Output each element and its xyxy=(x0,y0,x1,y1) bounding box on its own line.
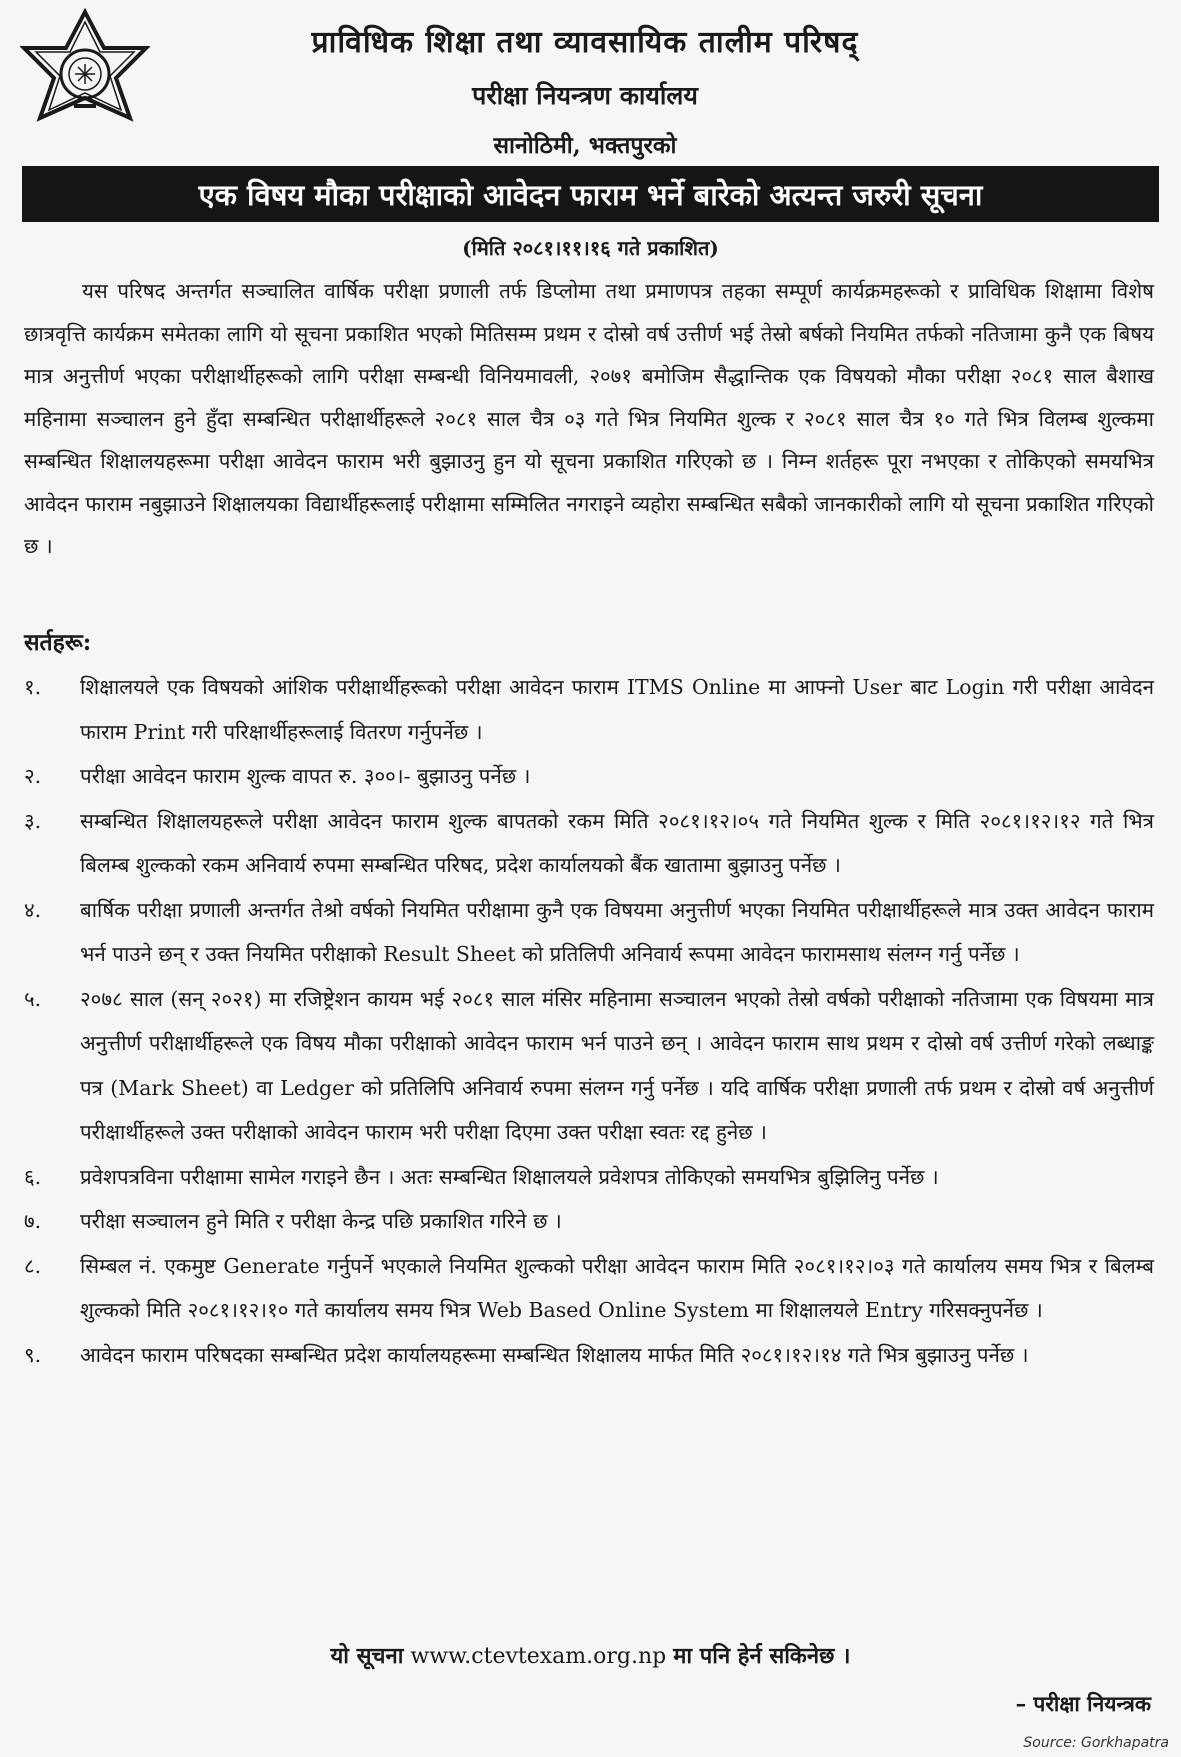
footer-prefix: यो सूचना xyxy=(330,1643,404,1669)
condition-number: ७. xyxy=(24,1209,42,1233)
condition-item xyxy=(24,754,1154,799)
condition-text: सम्बन्धित शिक्षालयहरूले परीक्षा आवेदन फाराम शुल्क बापतको रकम मिति २०८१।१२।०५ गते नियमित शुल्क र मिति २०८१।१२।१२ गते भित्र बिलम्ब शुल्कको रकम अनिवार्य रुपमा सम्बन्धित परिषद, प्रदेश कार्यालयको बैंक खातामा बुझाउनु पर्नेछ । xyxy=(80,808,1154,877)
condition-number: ४. xyxy=(24,897,42,922)
condition-number: ९. xyxy=(24,1342,42,1367)
condition-item xyxy=(24,799,1154,888)
ctevt-emblem-icon xyxy=(20,8,150,148)
notice-title: एक विषय मौका परीक्षाको आवेदन फाराम भर्ने बारेको अत्यन्त जरुरी सूचना xyxy=(198,177,983,212)
condition-text: शिक्षालयले एक विषयको आंशिक परीक्षार्थीहरूको परीक्षा आवेदन फाराम ITMS Online मा आफ्नो User बाट Login गरी परीक्षा आवेदन फाराम Print गरी परिक्षार्थीहरूलाई वितरण गर्नुपर्नेछ । xyxy=(80,675,1154,744)
condition-number: ३. xyxy=(24,808,42,833)
condition-number: ५. xyxy=(24,986,42,1011)
condition-item xyxy=(24,1155,1154,1200)
conditions-list xyxy=(24,665,1154,1377)
condition-item xyxy=(24,1199,1154,1244)
source-credit: Source: Gorkhapatra xyxy=(1023,1735,1169,1751)
condition-number: ६. xyxy=(24,1164,42,1189)
condition-text: २०७८ साल (सन् २०२१) मा रजिष्ट्रेशन कायम भई २०८१ साल मंसिर महिनामा सञ्चालन भएको तेस्रो वर्षको परीक्षाको नतिजामा एक विषयमा मात्र अनुत्तीर्ण परीक्षार्थीहरूले एक विषय मौका परीक्षाको आवेदन फाराम भर्न पाउने छन् । आवेदन फाराम साथ प्रथम र दोस्रो वर्ष उत्तीर्ण गरेको लब्धाङ्क पत्र (Mark Sheet) वा Ledger को प्रतिलिपि अनिवार्य रुपमा संलग्न गर्नु पर्नेछ । यदि वार्षिक परीक्षा प्रणाली तर्फ प्रथम र दोस्रो वर्ष अनुत्तीर्ण परीक्षार्थीहरूले उक्त परीक्षाको आवेदन फाराम भरी परीक्षा दिएमा उक्त परीक्षा स्वतः रद्द हुनेछ । xyxy=(80,986,1154,1144)
condition-text: परीक्षा आवेदन फाराम शुल्क वापत रु. ३००।- बुझाउनु पर्नेछ । xyxy=(80,764,531,788)
condition-text: परीक्षा सञ्चालन हुने मिति र परीक्षा केन्द्र पछि प्रकाशित गरिने छ । xyxy=(80,1209,562,1233)
office-name: परीक्षा नियन्त्रण कार्यालय xyxy=(472,81,698,110)
notice-title-banner xyxy=(22,166,1159,222)
condition-text: प्रवेशपत्रविना परीक्षामा सामेल गराइने छैन । अतः सम्बन्धित शिक्षालयले प्रवेशपत्र तोकिएको समयभित्र बुझिलिनु पर्नेछ । xyxy=(80,1164,939,1189)
condition-item xyxy=(24,1244,1154,1333)
conditions-heading: सर्तहरू: xyxy=(24,629,92,656)
condition-text: बार्षिक परीक्षा प्रणाली अन्तर्गत तेश्रो वर्षको नियमित परीक्षामा कुनै एक विषयमा अनुत्तीर्ण भएका नियमित परीक्षार्थीहरूले मात्र उक्त आवेदन फाराम भर्न पाउने छन् र उक्त नियमित परीक्षाको Result Sheet को प्रतिलिपी अनिवार्य रूपमा आवेदन फारामसाथ संलग्न गर्नु पर्नेछ । xyxy=(80,897,1154,966)
condition-number: ८. xyxy=(24,1253,42,1278)
website-link[interactable]: www.ctevtexam.org.np xyxy=(410,1644,667,1669)
condition-item xyxy=(24,977,1154,1155)
organization-name: प्राविधिक शिक्षा तथा व्यावसायिक तालीम परिषद् xyxy=(311,25,859,60)
condition-item xyxy=(24,665,1154,754)
condition-text: सिम्बल नं. एकमुष्ट Generate गर्नुपर्ने भएकाले नियमित शुल्कको परीक्षा आवेदन फाराम मिति २०८१।१२।०३ गते कार्यालय समय भित्र र बिलम्ब शुल्कको मिति २०८१।१२।१० गते कार्यालय समय भित्र Web Based Online System मा शिक्षालयले Entry गरिसक्नुपर्नेछ । xyxy=(80,1253,1154,1322)
published-date: (मिति २०८१।११।१६ गते प्रकाशित) xyxy=(462,236,719,260)
office-location: सानोठिमी, भक्तपुरको xyxy=(493,132,677,159)
condition-number: १. xyxy=(24,675,42,699)
condition-number: २. xyxy=(24,764,42,788)
footer-suffix: मा पनि हेर्न सकिनेछ । xyxy=(673,1643,851,1669)
condition-text: आवेदन फाराम परिषदका सम्बन्धित प्रदेश कार्यालयहरूमा सम्बन्धित शिक्षालय मार्फत मिति २०८१।१२।१४ गते भित्र बुझाउनु पर्नेछ । xyxy=(80,1342,1029,1367)
intro-paragraph: यस परिषद अन्तर्गत सञ्चालित वार्षिक परीक्षा प्रणाली तर्फ डिप्लोमा तथा प्रमाणपत्र तहका सम्पूर्ण कार्यक्रमहरूको र प्राविधिक शिक्षामा विशेष छात्रवृत्ति कार्यक्रम समेतका लागि यो सूचना प्रकाशित भएको मितिसम्म प्रथम र दोस्रो वर्ष उत्तीर्ण भई तेस्रो बर्षको नियमित तर्फको नतिजामा कुनै एक बिषय मात्र अनुत्तीर्ण भएका परीक्षार्थीहरूको लागि परीक्षा सम्बन्धी विनियमावली, २०७१ बमोजिम सैद्धान्तिक एक विषयको मौका परीक्षा २०८१ साल बैशाख महिनामा सञ्चालन हुने हुँदा सम्बन्धित परीक्षार्थीहरूले २०८१ साल चैत्र ०३ गते भित्र नियमित शुल्क र २०८१ साल चैत्र १० गते भित्र विलम्ब शुल्कमा सम्बन्धित शिक्षालयहरूमा परीक्षा आवेदन फाराम भरी बुझाउनु हुन यो सूचना प्रकाशित गरिएको छ । निम्न शर्तहरू पूरा नभएका र तोकिएको समयभित्र आवेदन फाराम नबुझाउने शिक्षालयका विद्यार्थीहरूलाई परीक्षामा सम्मिलित नगराइने व्यहोरा सम्बन्धित सबैको जानकारीको लागि यो सूचना प्रकाशित गरिएको छ । xyxy=(24,279,1154,558)
condition-item xyxy=(24,1333,1154,1378)
condition-item xyxy=(24,888,1154,977)
footer-website-line xyxy=(0,1640,1181,1670)
signature: – परीक्षा नियन्त्रक xyxy=(1015,1691,1151,1716)
